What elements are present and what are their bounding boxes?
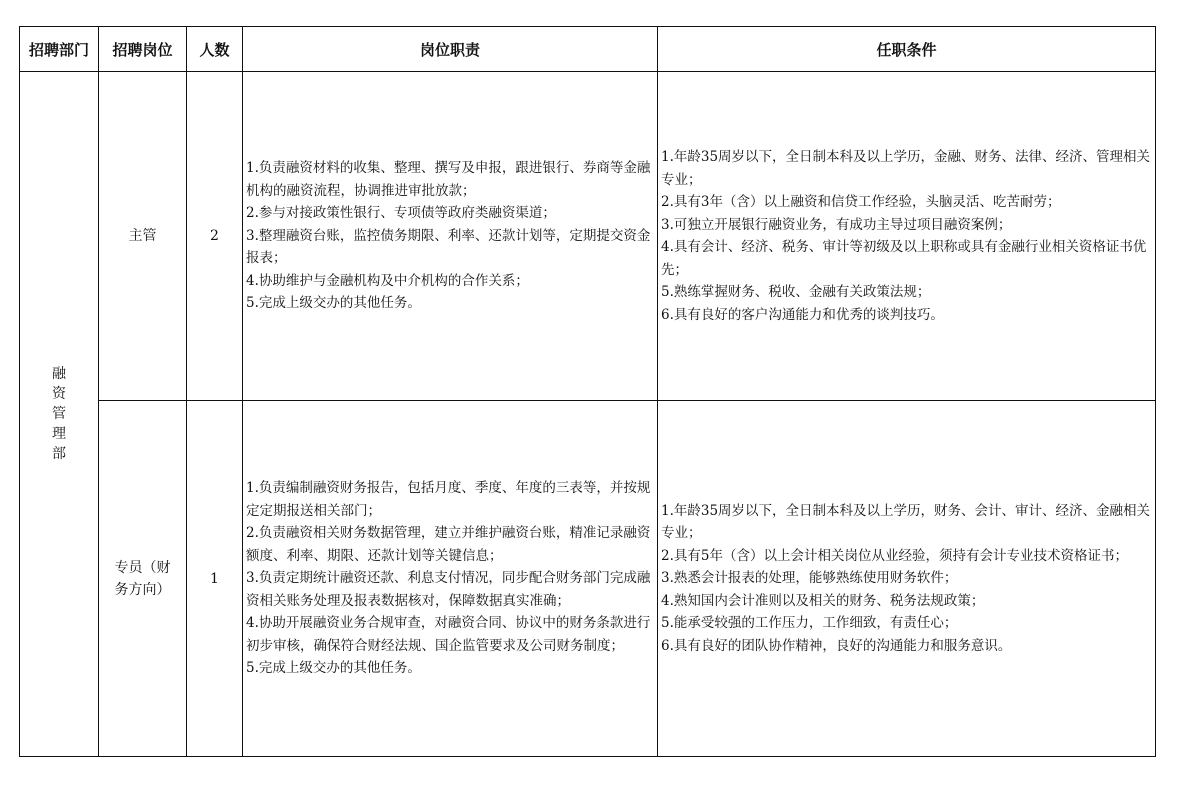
duty-item: 3.负责定期统计融资还款、利息支付情况，同步配合财务部门完成融资相关账务处理及报表数据核对，保障数据真实准确； [246,570,651,609]
requirements-cell [658,72,1156,401]
requirements-cell [658,401,1156,757]
headcount-cell: 1 [187,401,243,757]
requirement-item: 1.年龄35周岁以下，全日制本科及以上学历，财务、会计、审计、经济、金融相关专业； [661,502,1151,542]
requirement-item: 5.熟练掌握财务、税收、金融有关政策法规； [661,284,931,300]
duty-item: 4.协助开展融资业务合规审查，对融资合同、协议中的财务条款进行初步审核，确保符合财经法规、国企监管要求及公司财务制度； [246,615,651,654]
requirement-item: 3.可独立开展银行融资业务，有成功主导过项目融资案例； [661,216,1012,233]
requirement-item: 5.能承受较强的工作压力，工作细致，有责任心； [661,615,958,632]
duty-item: 1.负责编制融资财务报告，包括月度、季度、年度的三表等，并按规定定期报送相关部门； [246,480,651,519]
requirement-item: 2.具有5年（含）以上会计相关岗位从业经验，须持有会计专业技术资格证书； [661,547,1128,564]
duty-item: 5.完成上级交办的其他任务。 [246,660,421,677]
duty-item: 2.负责融资相关财务数据管理，建立并维护融资台账，精准记录融资额度、利率、期限、还款计划等关键信息； [246,525,651,564]
table-header-row [20,27,1156,72]
duties-cell [243,72,658,401]
department-name: 融资管理部 [52,366,66,462]
position-cell [99,72,187,401]
position-name: 专员（财务方向） [114,559,171,598]
duty-item: 3.整理融资台账，监控债务期限、利率、还款计划等，定期提交资金报表； [246,227,651,267]
duty-item: 1.负责融资材料的收集、整理、撰写及申报，跟进银行、券商等金融机构的融资流程，协调推进审批放款； [246,160,651,199]
header-department: 招聘部门 [20,27,99,72]
requirement-item: 6.具有良好的客户沟通能力和优秀的谈判技巧。 [661,306,944,323]
headcount-cell: 2 [187,72,243,401]
requirement-item: 4.具有会计、经济、税务、审计等初级及以上职称或具有金融行业相关资格证书优先； [661,239,1147,278]
duty-item: 5.完成上级交办的其他任务。 [246,295,421,312]
duty-item: 2.参与对接政策性银行、专项债等政府类融资渠道； [246,205,556,222]
table-row [20,72,1156,401]
header-requirements: 任职条件 [658,27,1156,72]
position-name: 主管 [128,228,157,244]
header-duties: 岗位职责 [243,27,658,72]
requirement-item: 3.熟悉会计报表的处理，能够熟练使用财务软件； [661,570,958,587]
requirement-item: 4.熟知国内会计准则以及相关的财务、税务法规政策； [661,592,985,609]
table-row [20,401,1156,757]
duties-cell [243,401,658,757]
position-cell [99,401,187,757]
requirement-item: 6.具有良好的团队协作精神，良好的沟通能力和服务意识。 [661,637,1012,654]
header-position: 招聘岗位 [99,27,187,72]
requirement-item: 1.年龄35周岁以下，全日制本科及以上学历，金融、财务、法律、经济、管理相关专业； [661,149,1151,188]
duty-item: 4.协助维护与金融机构及中介机构的合作关系； [246,272,529,289]
recruitment-table [19,26,1156,757]
header-count: 人数 [187,27,243,72]
department-cell [20,72,99,757]
requirement-item: 2.具有3年（含）以上融资和信贷工作经验，头脑灵活、吃苦耐劳； [661,194,1061,210]
